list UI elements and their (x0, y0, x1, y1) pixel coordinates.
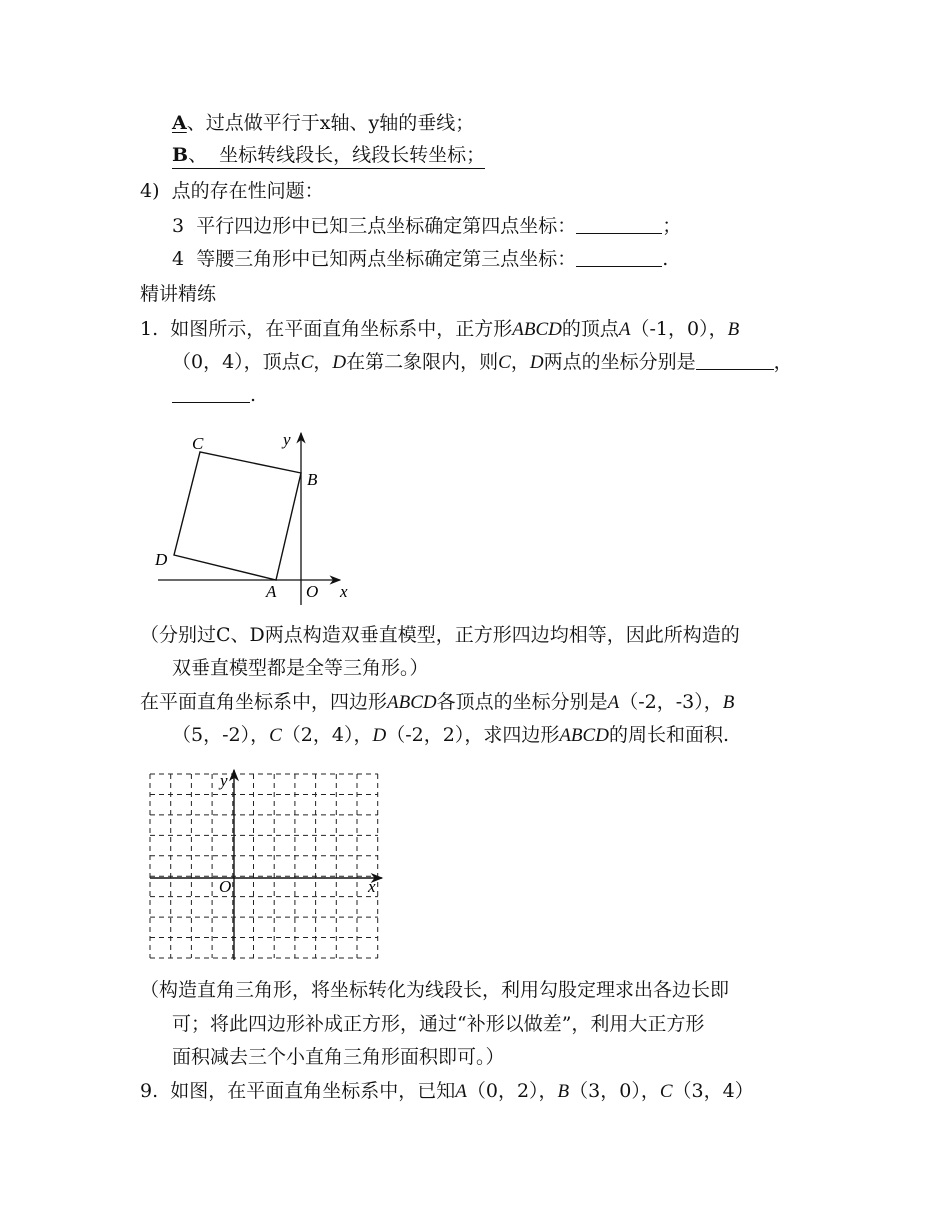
method-b-text: 坐标转线段长，线段长转坐标； (219, 144, 486, 166)
problem1-line3 (172, 382, 256, 408)
item4-text: 点的存在性问题： (171, 180, 324, 202)
problem9-var: B (557, 1081, 570, 1102)
problem2-text: （2，4）， (281, 724, 373, 746)
problem9-text: （3，0）， (569, 1080, 660, 1102)
problem1-answer-blank-d (172, 384, 250, 403)
problem2-line2 (172, 722, 729, 749)
vertex-label-d: D (155, 550, 168, 569)
x-axis-label: x (340, 582, 348, 601)
figure-square-diagram (140, 425, 370, 610)
grid-y-label: y (220, 771, 228, 790)
dashed-grid (150, 774, 378, 958)
sub3-text: 平行四边形中已知三点坐标确定第四点坐标： (196, 215, 577, 237)
problem1-answer-blank-c (696, 351, 774, 370)
sub3-line (172, 213, 681, 239)
origin-label: O (306, 582, 319, 601)
sub3-answer-blank (576, 215, 662, 234)
problem9-var: C (659, 1081, 673, 1102)
square-abcd (174, 452, 301, 580)
problem1-var: C (498, 352, 511, 373)
problem1-text: 如图所示，在平面直角坐标系中，正方形 (170, 318, 513, 340)
problem2-text: （-2，2），求四边形 (386, 724, 560, 746)
sub3-number: 3 (172, 215, 185, 237)
problem9-number: 9. (140, 1080, 159, 1102)
item4-number: 4) (140, 180, 160, 202)
method-b-line (172, 143, 485, 169)
problem1-line2 (172, 349, 793, 376)
sub4-end: . (662, 248, 669, 270)
problem1-var: D (529, 352, 544, 373)
problem2-var: ABCD (387, 692, 437, 713)
problem2-line1 (140, 689, 734, 716)
problem1-var: D (332, 352, 347, 373)
problem2-text: （5，-2）， (172, 724, 270, 746)
problem2-text: 各顶点的坐标分别是 (436, 691, 608, 713)
problem9-line1 (140, 1078, 754, 1105)
problem9-var: A (455, 1081, 467, 1102)
hint1-line1: （分别过C、D两点构造双垂直模型，正方形四边均相等，因此所构造的 (140, 624, 740, 646)
section-heading: 精讲精练 (140, 283, 217, 305)
problem2-var: D (372, 725, 387, 746)
problem1-var: C (300, 352, 314, 373)
vertex-label-a: A (266, 582, 277, 601)
problem1-text: （0，4），顶点 (172, 351, 301, 373)
sub4-line (172, 246, 668, 272)
sub4-number: 4 (172, 248, 185, 270)
problem2-var: C (269, 725, 282, 746)
problem1-var: ABCD (512, 319, 562, 340)
problem1-var: B (727, 319, 740, 340)
method-a-label: A (172, 112, 187, 134)
problem1-text: ， (510, 351, 530, 373)
grid-x-label: x (368, 877, 376, 896)
problem1-line1 (140, 316, 739, 343)
problem9-text: （3，4） (672, 1080, 754, 1102)
y-axis-label: y (283, 430, 291, 449)
problem2-var: ABCD (559, 725, 609, 746)
problem1-text: . (250, 384, 257, 406)
figure-grid-diagram (140, 768, 390, 968)
problem2-var: A (607, 692, 620, 713)
hint2-line3: 面积减去三个小直角三角形面积即可。） (172, 1046, 505, 1068)
grid-origin-label: O (219, 877, 232, 896)
method-a-text: 、过点做平行于x轴、y轴的垂线； (186, 112, 475, 134)
problem1-text: 在第二象限内，则 (346, 351, 499, 373)
item4-line (140, 178, 324, 204)
sub4-text: 等腰三角形中已知两点坐标确定第三点坐标： (196, 248, 577, 270)
problem2-text: 在平面直角坐标系中，四边形 (140, 691, 388, 713)
problem2-text: （-2，-3）， (619, 691, 723, 713)
vertex-label-b: B (307, 470, 318, 489)
vertex-label-c: C (192, 434, 204, 453)
method-b-label: B (172, 144, 189, 166)
problem9-text: （0，2）， (466, 1080, 558, 1102)
problem1-text: 的顶点 (561, 318, 619, 340)
sub3-end: ； (662, 215, 682, 237)
method-a-line (172, 110, 474, 136)
problem2-var: B (722, 692, 735, 713)
problem1-text: ， (773, 351, 793, 373)
hint2-line2: 可；将此四边形补成正方形，通过“补形以做差”，利用大正方形 (172, 1013, 705, 1035)
problem2-text: 的周长和面积. (608, 724, 729, 746)
problem1-number: 1. (140, 318, 159, 340)
problem9-text: 如图，在平面直角坐标系中，已知 (170, 1080, 456, 1102)
sub4-answer-blank (576, 248, 662, 267)
problem1-text: ， (313, 351, 333, 373)
hint2-line1: （构造直角三角形，将坐标转化为线段长，利用勾股定理求出各边长即 (140, 979, 730, 1001)
problem1-var: A (618, 319, 631, 340)
problem1-text: （-1，0）， (630, 318, 728, 340)
problem1-text: 两点的坐标分别是 (543, 351, 696, 373)
method-b-sep: 、 (188, 144, 208, 166)
hint1-line2: 双垂直模型都是全等三角形。） (172, 657, 429, 679)
